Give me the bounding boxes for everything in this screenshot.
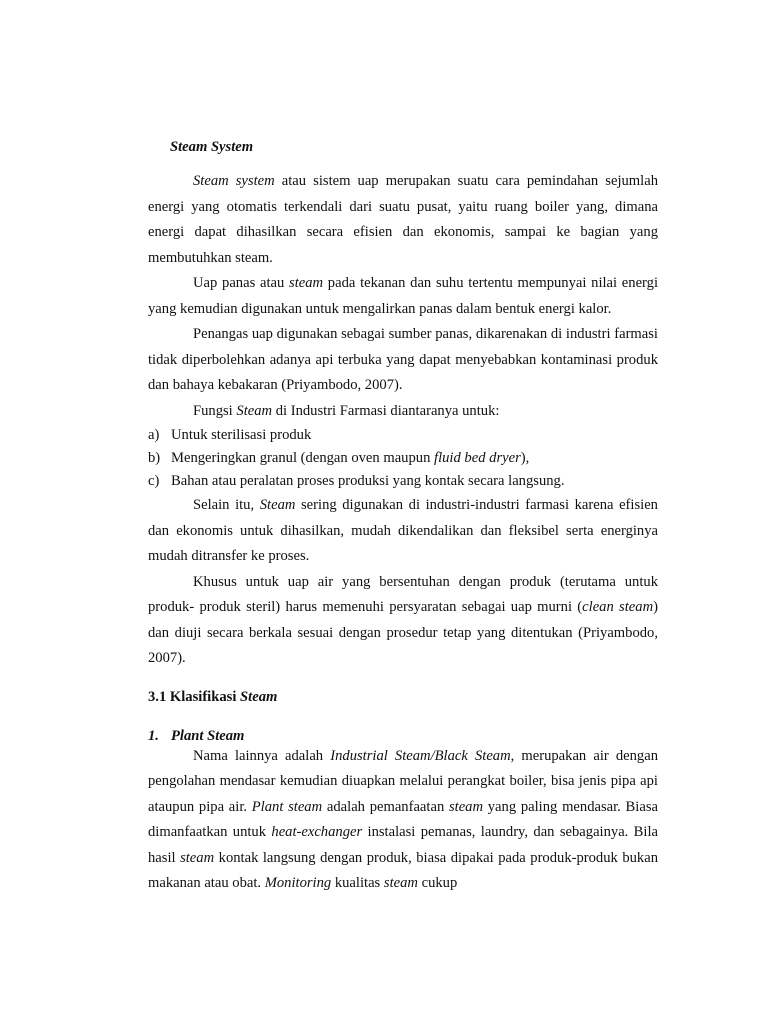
italic-term: steam xyxy=(180,849,215,866)
list-item-text-part: ), xyxy=(520,450,530,466)
paragraph-fungsi-steam xyxy=(148,399,658,425)
italic-term: steam xyxy=(448,798,484,815)
italic-term: fluid bed dryer xyxy=(434,450,521,466)
paragraph-text: Uap panas atau xyxy=(193,275,290,291)
paragraph-text: Khusus untuk uap air yang bersentuhan dengan produk (terutama untuk produk- produk steril) harus memenuhi persyaratan sebagai uap murni ( xyxy=(148,573,658,615)
paragraph-text: pada tekanan dan suhu tertentu mempunyai nilai energi yang kemudian digunakan untuk mengalirkan panas dalam bentuk energi kalor. xyxy=(148,275,658,317)
list-item xyxy=(148,470,658,493)
list-item-text: Untuk sterilisasi produk xyxy=(171,427,312,443)
italic-term: Steam system xyxy=(193,173,275,189)
list-item-text: Bahan atau peralatan proses produksi yang kontak secara langsung. xyxy=(171,473,565,489)
subsection-title-text: Plant Steam xyxy=(171,727,245,744)
paragraph-text: kontak langsung dengan produk, biasa dipakai pada produk-produk bukan makanan atau obat. xyxy=(148,849,658,892)
italic-term: steam xyxy=(383,875,418,892)
italic-term: Steam xyxy=(259,497,296,513)
italic-term: Steam xyxy=(240,688,278,705)
paragraph-plant-steam xyxy=(148,744,658,898)
paragraph-text: instalasi pemanas, laundry, dan sebagainya. Bila hasil xyxy=(148,824,658,866)
list-item-text xyxy=(171,447,529,470)
italic-term: Plant steam xyxy=(251,798,323,815)
list-marker: b) xyxy=(148,450,161,466)
function-list xyxy=(148,424,658,493)
paragraph-text: di Industri Farmasi diantaranya untuk: xyxy=(272,402,500,419)
subsection-number: 1. xyxy=(148,727,159,744)
paragraph-selain-itu xyxy=(148,493,658,570)
italic-term: Monitoring xyxy=(264,875,332,892)
italic-term: steam xyxy=(289,275,324,291)
list-item-text-part: Mengeringkan granul (dengan oven maupun xyxy=(171,450,435,466)
list-marker: c) xyxy=(148,473,160,489)
paragraph-text: Selain itu, xyxy=(193,497,260,513)
paragraph-text: Fungsi xyxy=(193,402,237,419)
list-marker: a) xyxy=(148,427,160,443)
paragraph-text: sering digunakan di industri-industri farmasi karena efisien dan ekonomis untuk dihasilkan, mudah dikendalikan dan fleksibel serta energinya mudah ditransfer ke proses. xyxy=(148,497,658,564)
paragraph-steam-system xyxy=(148,169,658,271)
paragraph-text: Nama lainnya adalah xyxy=(193,747,331,764)
document-content xyxy=(148,137,658,897)
list-item xyxy=(148,447,658,470)
paragraph-text: ) dan diuji secara berkala sesuai dengan prosedur tetap yang ditentukan (Priyambodo, 2007). xyxy=(148,599,658,666)
italic-term: Steam xyxy=(236,402,273,419)
section-heading: Steam System xyxy=(170,139,254,155)
paragraph-khusus xyxy=(148,570,658,672)
italic-term: heat-exchanger xyxy=(271,824,363,841)
paragraph-text: kualitas xyxy=(331,875,384,892)
paragraph-uap-panas xyxy=(148,271,658,322)
paragraph-text: atau sistem uap merupakan suatu cara pemindahan sejumlah energi yang otomatis terkendali dari suatu pusat, yaitu ruang boiler yang, dimana energi dapat dihasilkan secara efisien dan ekonomis, sampai ke bagian yang membutuhkan steam. xyxy=(148,173,658,266)
subsection-title-plant-steam xyxy=(148,727,658,745)
paragraph-text: cukup xyxy=(417,875,458,892)
paragraph-penangas-uap: Penangas uap digunakan sebagai sumber panas, dikarenakan di industri farmasi tidak diperbolehkan adanya api terbuka yang dapat menyebabkan kontaminasi produk dan bahaya kebakaran (Priyambodo, 2007). xyxy=(148,326,658,393)
list-item xyxy=(148,424,658,447)
paragraph-text: , merupakan air dengan pengolahan mendasar kemudian diuapkan melalui perangkat boiler, bisa jenis pipa api ataupun pipa air. xyxy=(148,747,658,815)
paragraph-text: adalah pemanfaatan xyxy=(322,798,449,815)
italic-term: Industrial Steam/Black Steam xyxy=(330,747,511,764)
section-title-klasifikasi xyxy=(148,686,658,708)
italic-term: clean steam xyxy=(582,599,654,615)
paragraph-text: yang paling mendasar. Biasa dimanfaatkan untuk xyxy=(148,798,658,841)
section-title-text: 3.1 Klasifikasi xyxy=(148,688,241,705)
